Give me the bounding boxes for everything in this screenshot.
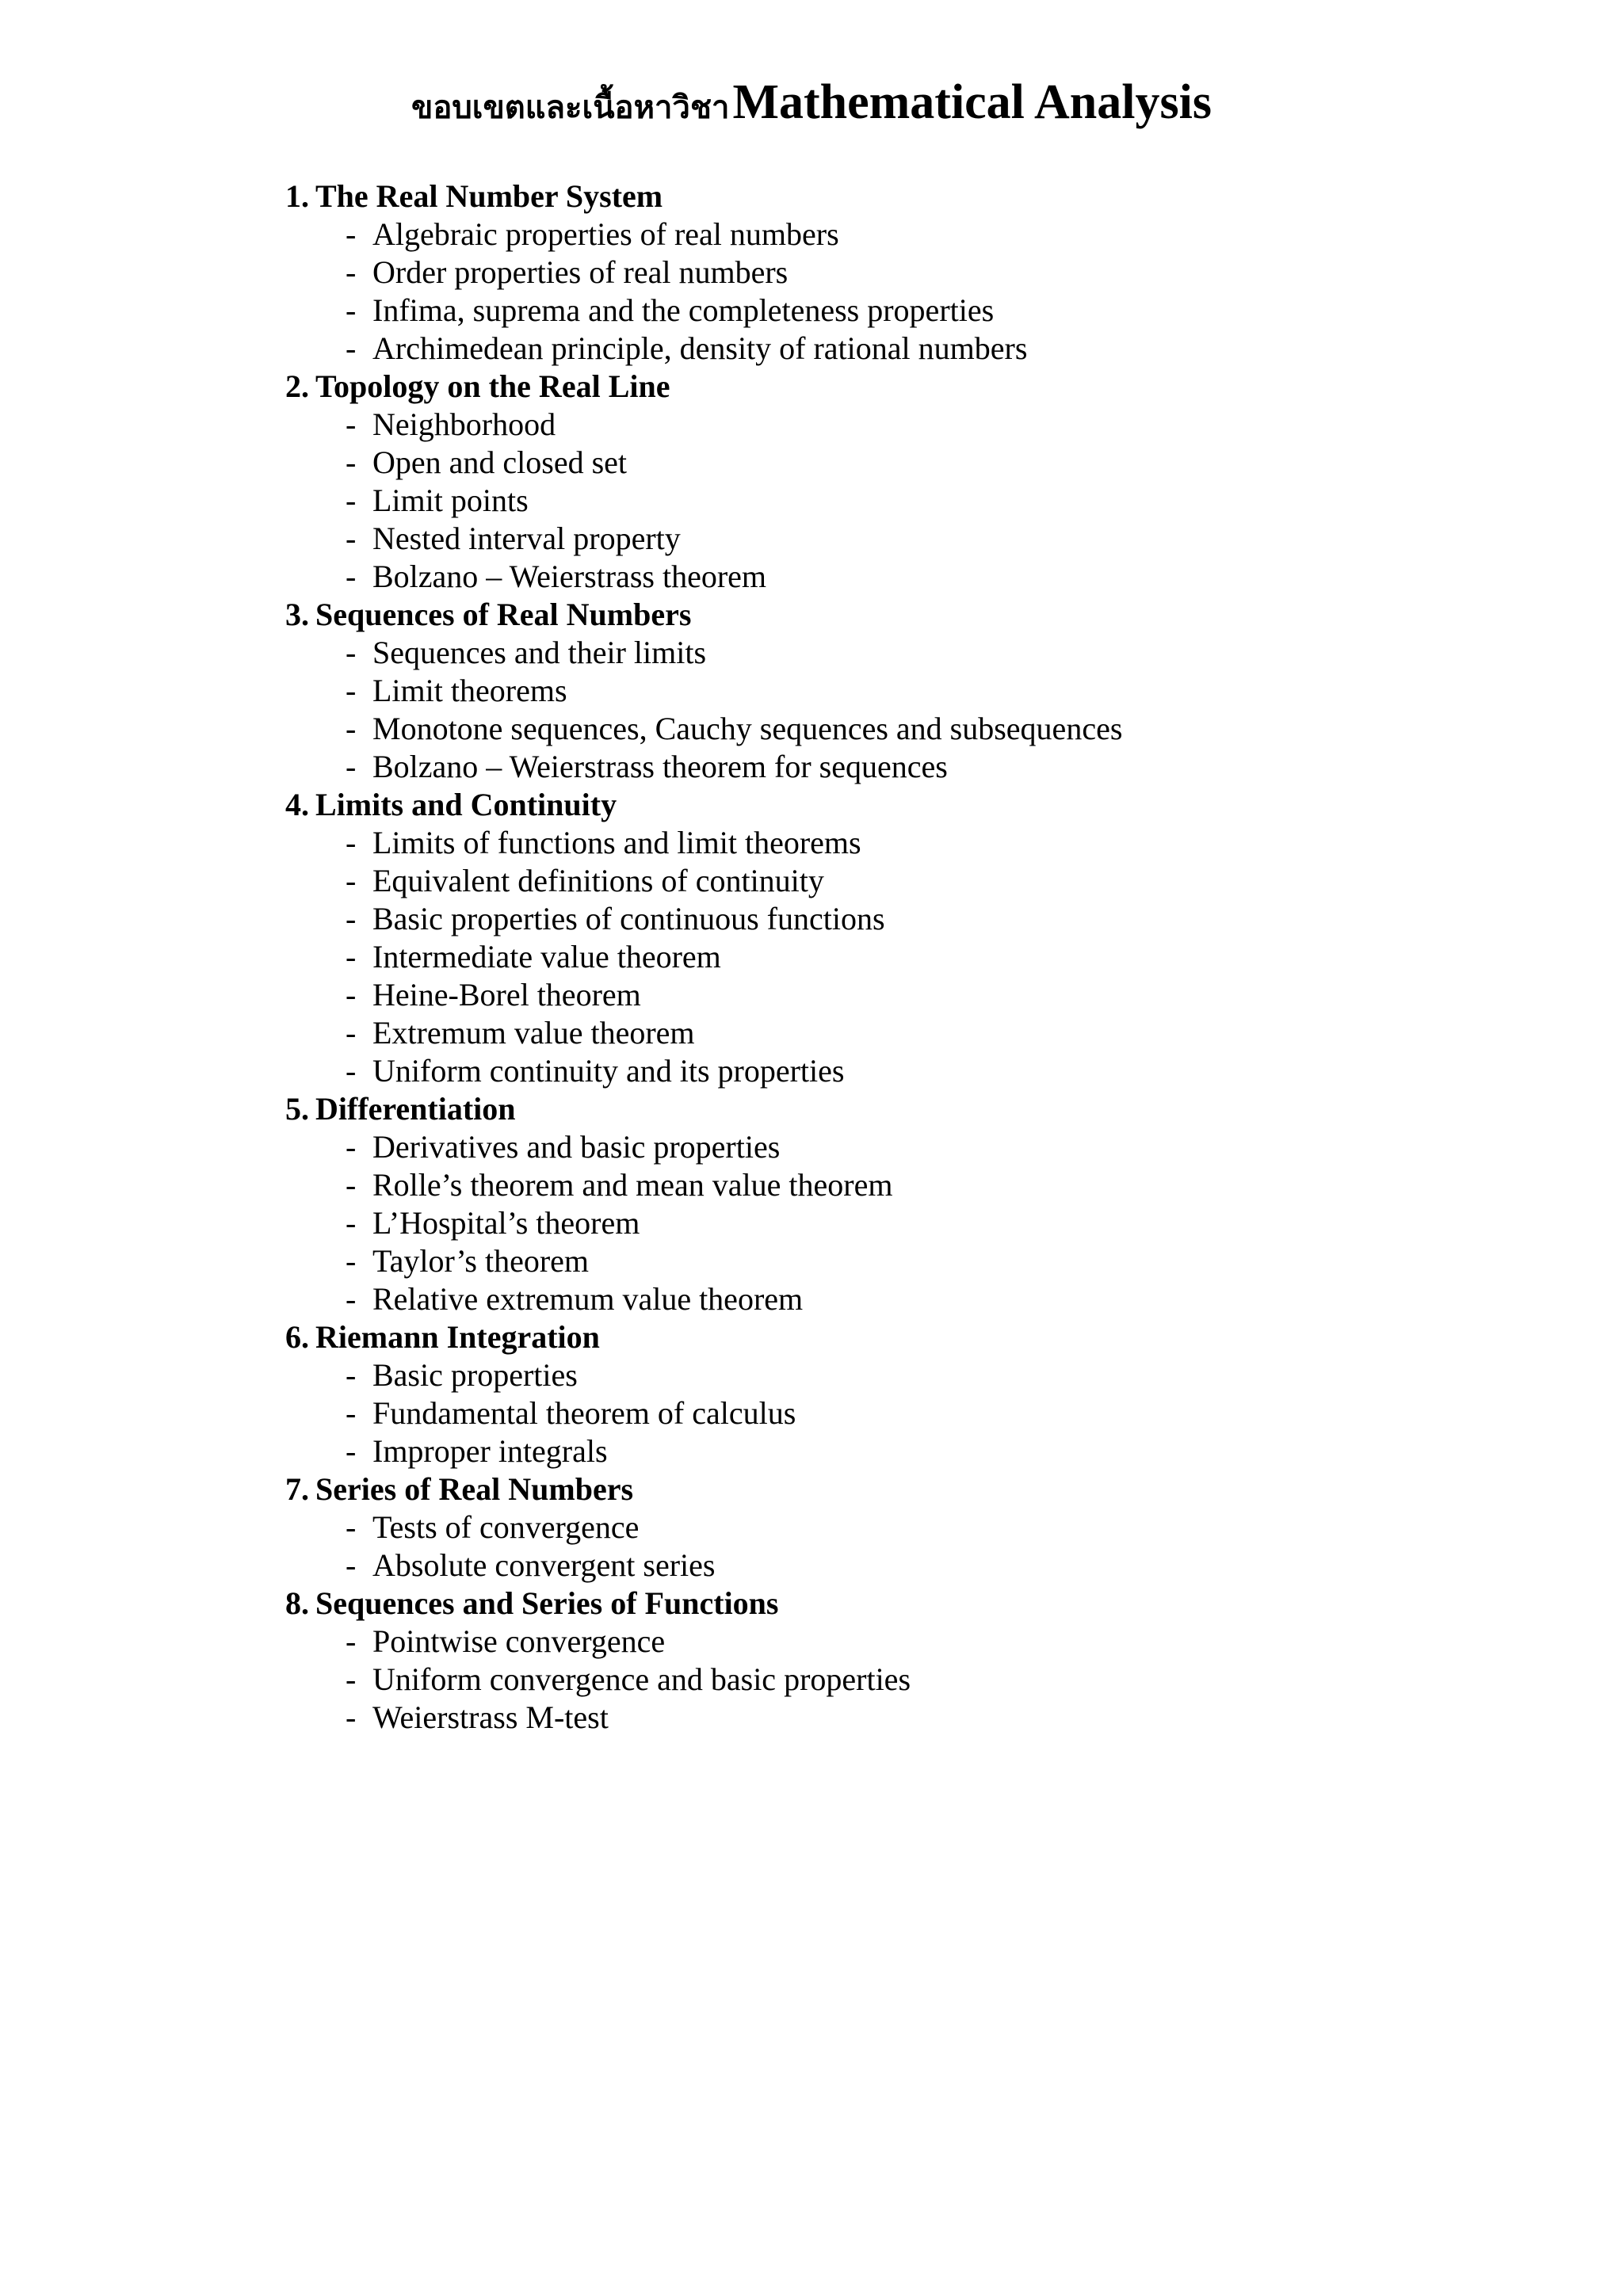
section-heading [285, 786, 1553, 824]
topic-text: Extremum value theorem [372, 1015, 695, 1051]
section-heading [285, 1470, 1553, 1508]
topic-text: Intermediate value theorem [372, 939, 721, 974]
topic-bullet: - [346, 977, 357, 1013]
topic-item [285, 558, 1553, 596]
topic-item [285, 748, 1553, 786]
section-number: 1. [285, 178, 309, 214]
topic-text: Equivalent definitions of continuity [372, 863, 824, 898]
topic-item [285, 1394, 1553, 1432]
topic-item [285, 1623, 1553, 1661]
topic-bullet: - [346, 1547, 357, 1583]
topic-item [285, 862, 1553, 900]
topic-text: Bolzano – Weierstrass theorem [372, 559, 767, 594]
topic-item [285, 824, 1553, 862]
topic-item [285, 406, 1553, 444]
topic-text: Pointwise convergence [372, 1623, 666, 1659]
topic-item [285, 1014, 1553, 1052]
topic-text: Fundamental theorem of calculus [372, 1395, 796, 1431]
topic-text: Infima, suprema and the completeness properties [372, 292, 995, 328]
topic-bullet: - [346, 1509, 357, 1545]
outline-section [285, 1585, 1553, 1737]
page-title [0, 73, 1623, 132]
topic-text: Relative extremum value theorem [372, 1281, 804, 1317]
topic-bullet: - [346, 749, 357, 784]
topic-text: Derivatives and basic properties [372, 1129, 781, 1165]
topic-text: Basic properties [372, 1357, 578, 1393]
section-heading-text: Riemann Integration [315, 1319, 600, 1355]
topic-text: Monotone sequences, Cauchy sequences and subsequences [372, 711, 1123, 746]
topic-bullet: - [346, 863, 357, 898]
topic-item [285, 1432, 1553, 1470]
topic-item [285, 520, 1553, 558]
topic-bullet: - [346, 1167, 357, 1203]
topic-text: Tests of convergence [372, 1509, 640, 1545]
topic-item [285, 938, 1553, 976]
topic-text: Uniform convergence and basic properties [372, 1661, 911, 1697]
topic-text: Bolzano – Weierstrass theorem for sequences [372, 749, 948, 784]
topic-bullet: - [346, 444, 357, 480]
topic-text: Improper integrals [372, 1433, 608, 1469]
topic-text: Algebraic properties of real numbers [372, 216, 839, 252]
topic-text: Nested interval property [372, 521, 681, 556]
topic-bullet: - [346, 1243, 357, 1279]
topic-text: Weierstrass M-test [372, 1699, 609, 1735]
topic-bullet: - [346, 1053, 357, 1089]
topic-item [285, 1699, 1553, 1737]
topic-bullet: - [346, 1433, 357, 1469]
section-heading [285, 1090, 1553, 1128]
topic-text: Order properties of real numbers [372, 254, 789, 290]
outline-section [285, 177, 1553, 368]
section-heading-text: Series of Real Numbers [315, 1471, 634, 1507]
topic-item [285, 1242, 1553, 1280]
topic-bullet: - [346, 825, 357, 860]
section-heading-text: Differentiation [315, 1091, 516, 1127]
topic-bullet: - [346, 216, 357, 252]
topic-bullet: - [346, 1623, 357, 1659]
topic-bullet: - [346, 406, 357, 442]
topic-item [285, 1280, 1553, 1318]
topic-text: Archimedean principle, density of rational numbers [372, 330, 1028, 366]
topic-bullet: - [346, 1661, 357, 1697]
topic-bullet: - [346, 711, 357, 746]
topic-item [285, 672, 1553, 710]
topic-item [285, 1547, 1553, 1585]
topic-item [285, 1128, 1553, 1166]
topic-text: Sequences and their limits [372, 635, 707, 670]
topic-text: Rolle’s theorem and mean value theorem [372, 1167, 893, 1203]
section-heading-text: The Real Number System [315, 178, 663, 214]
topic-text: Limit points [372, 482, 529, 518]
topic-text: Taylor’s theorem [372, 1243, 590, 1279]
topic-item [285, 1508, 1553, 1547]
section-heading [285, 596, 1553, 634]
topic-bullet: - [346, 1129, 357, 1165]
topic-bullet: - [346, 292, 357, 328]
topic-item [285, 330, 1553, 368]
section-heading-text: Limits and Continuity [315, 787, 617, 822]
section-number: 7. [285, 1471, 309, 1507]
topic-bullet: - [346, 1205, 357, 1241]
topic-item [285, 634, 1553, 672]
topic-text: Basic properties of continuous functions [372, 901, 885, 936]
topic-text: Neighborhood [372, 406, 556, 442]
topic-item [285, 444, 1553, 482]
topic-item [285, 1052, 1553, 1090]
topic-bullet: - [346, 482, 357, 518]
section-number: 2. [285, 368, 309, 404]
topic-item [285, 215, 1553, 254]
topic-bullet: - [346, 559, 357, 594]
topic-item [285, 976, 1553, 1014]
topic-bullet: - [346, 1699, 357, 1735]
section-heading-text: Sequences and Series of Functions [315, 1585, 779, 1621]
topic-text: Absolute convergent series [372, 1547, 716, 1583]
topic-bullet: - [346, 1281, 357, 1317]
topic-bullet: - [346, 254, 357, 290]
topic-bullet: - [346, 635, 357, 670]
topic-bullet: - [346, 330, 357, 366]
outline-section [285, 596, 1553, 786]
topic-bullet: - [346, 1015, 357, 1051]
topic-item [285, 900, 1553, 938]
section-heading [285, 177, 1553, 215]
outline-section [285, 1318, 1553, 1470]
page-title-english: Mathematical Analysis [732, 75, 1212, 129]
topic-bullet: - [346, 939, 357, 974]
section-number: 4. [285, 787, 309, 822]
topic-bullet: - [346, 521, 357, 556]
outline-section [285, 1090, 1553, 1318]
section-number: 8. [285, 1585, 309, 1621]
section-heading-text: Topology on the Real Line [315, 368, 670, 404]
outline-section [285, 786, 1553, 1090]
topic-text: Uniform continuity and its properties [372, 1053, 845, 1089]
section-number: 6. [285, 1319, 309, 1355]
topic-item [285, 1661, 1553, 1699]
section-heading [285, 1318, 1553, 1356]
section-heading-text: Sequences of Real Numbers [315, 597, 692, 632]
topic-text: Limit theorems [372, 673, 567, 708]
topic-text: L’Hospital’s theorem [372, 1205, 640, 1241]
topic-text: Heine-Borel theorem [372, 977, 641, 1013]
topic-bullet: - [346, 901, 357, 936]
topic-item [285, 254, 1553, 292]
topic-item [285, 292, 1553, 330]
topic-text: Open and closed set [372, 444, 628, 480]
topic-bullet: - [346, 1357, 357, 1393]
section-heading [285, 1585, 1553, 1623]
section-number: 5. [285, 1091, 309, 1127]
outline-section [285, 1470, 1553, 1585]
topic-item [285, 1166, 1553, 1204]
topic-item [285, 1204, 1553, 1242]
section-heading [285, 368, 1553, 406]
topic-item [285, 1356, 1553, 1394]
topic-item [285, 710, 1553, 748]
outline-section [285, 368, 1553, 596]
topic-text: Limits of functions and limit theorems [372, 825, 861, 860]
page-title-thai: ขอบเขตและเนื้อหาวิชา [411, 90, 730, 125]
course-outline [285, 177, 1553, 1737]
section-number: 3. [285, 597, 309, 632]
topic-bullet: - [346, 673, 357, 708]
topic-bullet: - [346, 1395, 357, 1431]
topic-item [285, 482, 1553, 520]
